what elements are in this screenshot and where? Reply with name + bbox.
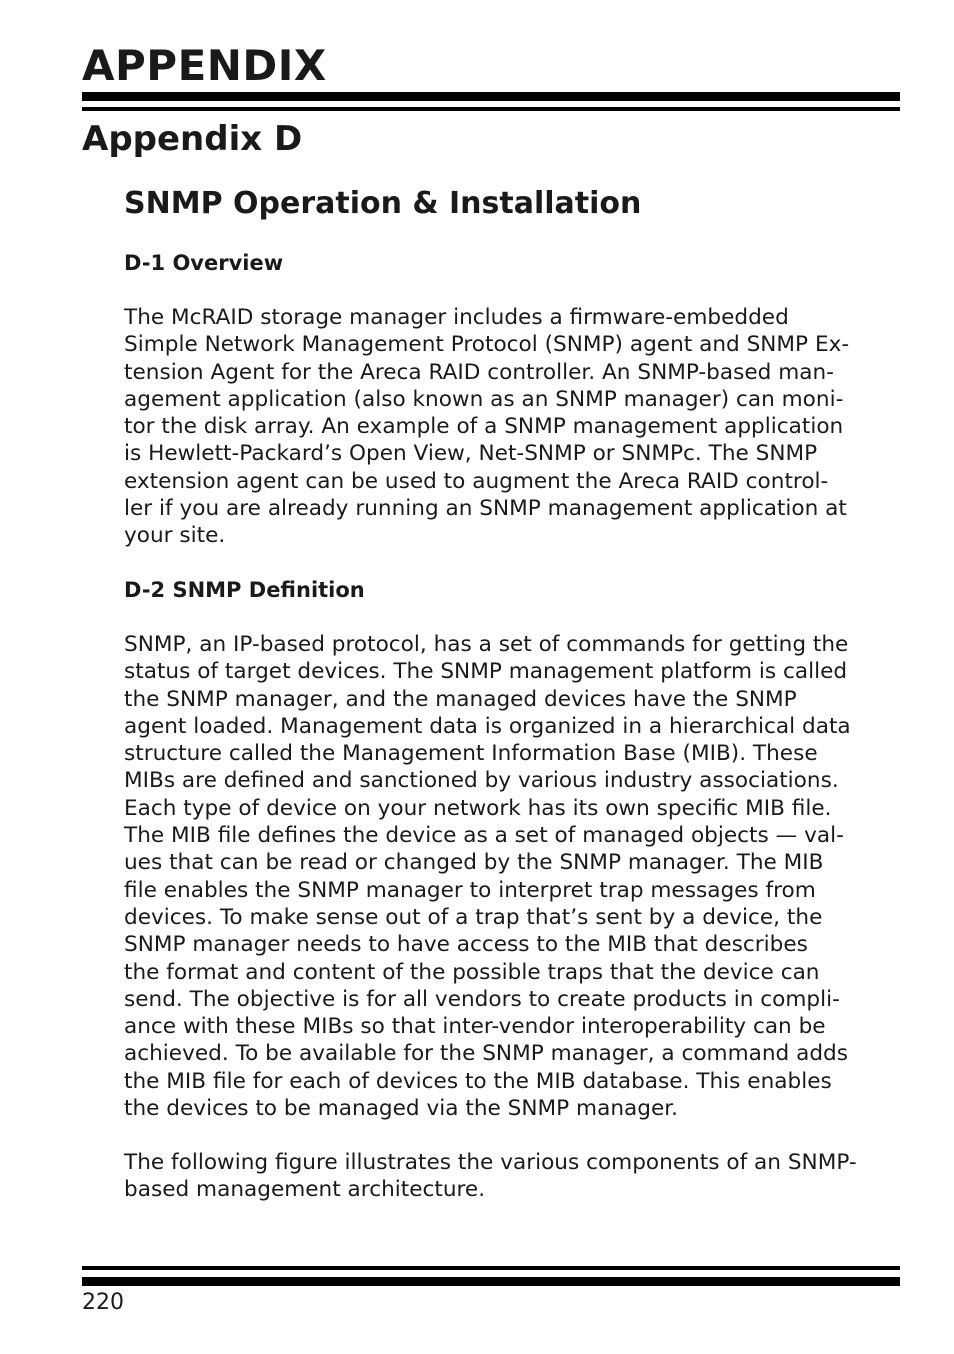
header-rule-thick bbox=[82, 92, 900, 101]
text-line: SNMP, an IP-based protocol, has a set of commands for getting the bbox=[124, 632, 849, 657]
text-line: the format and content of the possible traps that the device can bbox=[124, 959, 820, 985]
text-line: The McRAID storage manager includes a firmware-embedded bbox=[124, 305, 789, 330]
section-title: SNMP Operation & Installation bbox=[124, 186, 642, 221]
footer-rule-thick bbox=[82, 1277, 900, 1286]
text-line: agement application (also known as an SNMP manager) can moni- bbox=[124, 386, 844, 412]
text-line: your site. bbox=[124, 523, 226, 549]
chapter-title: APPENDIX bbox=[82, 41, 327, 90]
text-line: status of target devices. The SNMP management platform is called bbox=[124, 659, 848, 685]
text-line: is Hewlett-Packard’s Open View, Net-SNMP or SNMPc. The SNMP bbox=[124, 441, 818, 467]
header-rule-thin bbox=[82, 107, 900, 111]
text-line: ler if you are already running an SNMP management application at bbox=[124, 496, 847, 522]
text-line: The following figure illustrates the various components of an SNMP- bbox=[124, 1150, 857, 1175]
footer-rule-thin bbox=[82, 1266, 900, 1270]
text-line: tor the disk array. An example of a SNMP management application bbox=[124, 414, 844, 440]
text-line: structure called the Management Information Base (MIB). These bbox=[124, 741, 818, 767]
text-line: the SNMP manager, and the managed devices have the SNMP bbox=[124, 686, 797, 712]
text-line: based management architecture. bbox=[124, 1177, 486, 1203]
text-line: Simple Network Management Protocol (SNMP) agent and SNMP Ex- bbox=[124, 332, 850, 358]
overview-paragraph bbox=[124, 304, 904, 550]
text-line: the MIB file for each of devices to the MIB database. This enables bbox=[124, 1068, 832, 1094]
figure-intro-paragraph bbox=[124, 1149, 904, 1204]
text-line: send. The objective is for all vendors to create products in compli- bbox=[124, 986, 840, 1012]
definition-paragraph bbox=[124, 631, 904, 1122]
text-line: achieved. To be available for the SNMP manager, a command adds bbox=[124, 1041, 849, 1067]
text-line: devices. To make sense out of a trap that’s sent by a device, the bbox=[124, 904, 823, 930]
text-line: the devices to be managed via the SNMP manager. bbox=[124, 1096, 678, 1122]
appendix-title: Appendix D bbox=[82, 119, 303, 159]
text-line: extension agent can be used to augment the Areca RAID control- bbox=[124, 468, 829, 494]
text-line: agent loaded. Management data is organized in a hierarchical data bbox=[124, 713, 851, 739]
text-line: Each type of device on your network has its own specific MIB file. bbox=[124, 795, 832, 821]
text-line: file enables the SNMP manager to interpret trap messages from bbox=[124, 877, 816, 903]
text-line: The MIB file defines the device as a set of managed objects — val- bbox=[124, 823, 844, 849]
definition-heading: D-2 SNMP Definition bbox=[124, 578, 365, 602]
text-line: tension Agent for the Areca RAID controller. An SNMP-based man- bbox=[124, 359, 834, 385]
overview-heading: D-1 Overview bbox=[124, 251, 284, 275]
text-line: MIBs are defined and sanctioned by various industry associations. bbox=[124, 768, 839, 794]
page-number: 220 bbox=[82, 1290, 124, 1315]
text-line: SNMP manager needs to have access to the MIB that describes bbox=[124, 932, 808, 958]
text-line: ues that can be read or changed by the SNMP manager. The MIB bbox=[124, 850, 824, 876]
text-line: ance with these MIBs so that inter-vendor interoperability can be bbox=[124, 1014, 826, 1040]
